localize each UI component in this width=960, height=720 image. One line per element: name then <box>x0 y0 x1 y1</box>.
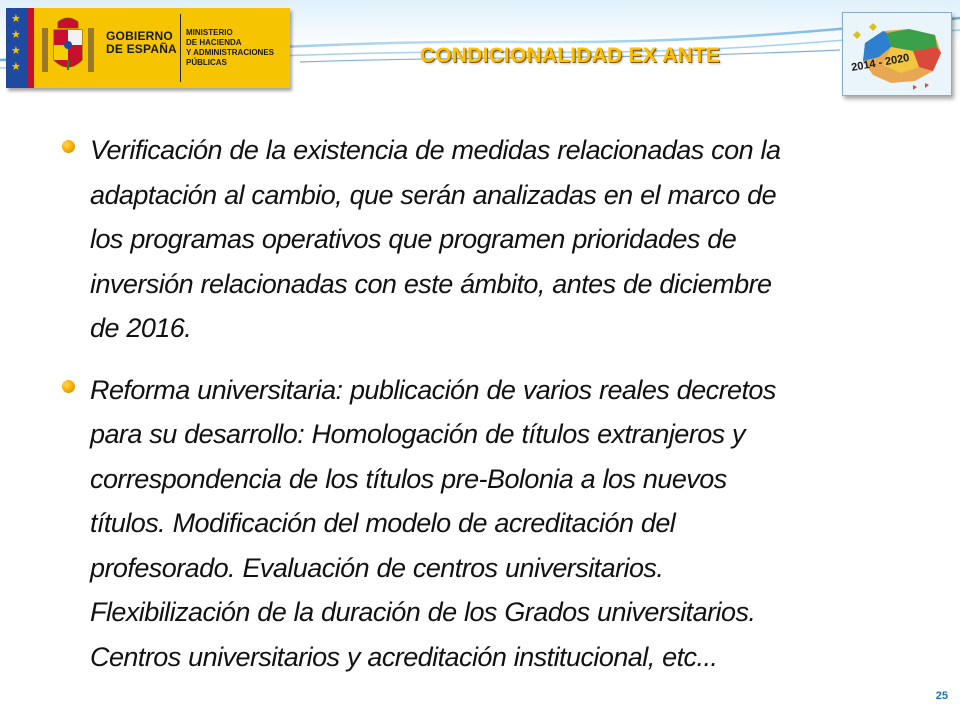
programming-period-logo <box>842 12 952 96</box>
text-line: de 2016. <box>90 313 192 343</box>
bullet-icon <box>62 380 75 393</box>
slide-number: 25 <box>935 690 948 702</box>
text-line: adaptación al cambio, que serán analizadas en el marco de <box>90 179 777 210</box>
period-label: 2014 - 2020 <box>850 51 911 75</box>
text-line: correspondencia de los títulos pre-Bolonia a los nuevos <box>90 463 727 494</box>
ministry-name <box>186 28 274 68</box>
government-logo <box>6 8 290 88</box>
spain-flag-strip <box>28 8 34 88</box>
text-line: Flexibilización de la duración de los Grados universitarios. <box>90 597 756 627</box>
list-item <box>60 368 910 680</box>
text-line: para su desarrollo: Homologación de títulos extranjeros y <box>90 419 746 449</box>
slide-title: CONDICIONALIDAD EX ANTE <box>419 44 721 67</box>
ministry-line: DE HACIENDA <box>186 38 242 47</box>
logo-divider <box>180 14 181 82</box>
text-line: Centros universitarios y acreditación institucional, etc... <box>90 641 718 672</box>
text-line: los programas operativos que programen prioridades de <box>90 224 737 254</box>
bullet-list <box>60 128 910 696</box>
text-line: profesorado. Evaluación de centros universitarios. <box>90 552 664 583</box>
ministry-line: Y ADMINISTRACIONES <box>186 48 275 57</box>
text-line: títulos. Modificación del modelo de acreditación del <box>90 508 676 538</box>
bullet-text <box>90 128 910 351</box>
coat-of-arms-icon <box>38 14 98 84</box>
eu-flag-strip: ★ ★ ★ ★ <box>6 8 28 88</box>
bullet-text <box>90 368 910 680</box>
government-name <box>106 30 177 56</box>
ministry-line: PÚBLICAS <box>186 58 227 67</box>
bullet-icon <box>62 140 75 153</box>
text-line: Reforma universitaria: publicación de varios reales decretos <box>90 374 776 405</box>
government-line: DE ESPAÑA <box>106 42 177 56</box>
list-item <box>60 128 910 351</box>
text-line: Verificación de la existencia de medidas relacionadas con la <box>90 135 781 165</box>
ministry-line: MINISTERIO <box>186 28 233 37</box>
text-line: inversión relacionadas con este ámbito, antes de diciembre <box>90 268 772 299</box>
government-line: GOBIERNO <box>106 29 173 43</box>
